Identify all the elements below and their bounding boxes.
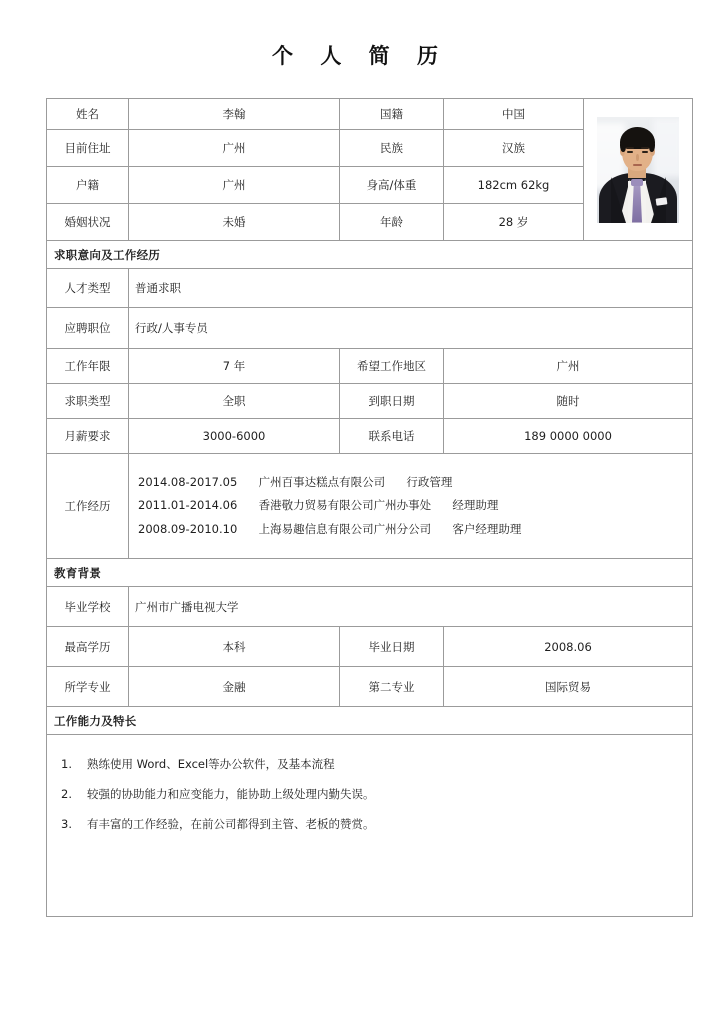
value-salary-expectation: 3000-6000 (129, 419, 340, 454)
value-name: 李翰 (129, 99, 340, 130)
table-row (47, 384, 693, 419)
label-major: 所学专业 (47, 667, 129, 707)
skill-number: 3. (61, 817, 72, 831)
label-highest-degree: 最高学历 (47, 627, 129, 667)
label-nationality: 国籍 (340, 99, 444, 130)
label-talent-type: 人才类型 (47, 269, 129, 308)
label-height-weight: 身高/体重 (340, 167, 444, 204)
experience-period: 2008.09-2010.10 (138, 521, 238, 536)
label-job-type: 求职类型 (47, 384, 129, 419)
table-row-skills (47, 735, 693, 917)
value-height-weight: 182cm 62kg (444, 167, 584, 204)
value-marital-status: 未婚 (129, 204, 340, 241)
value-nationality: 中国 (444, 99, 584, 130)
table-row-work-experience (47, 454, 693, 559)
list-item (57, 779, 682, 809)
experience-company: 香港敬力贸易有限公司广州办事处 (258, 498, 432, 513)
experience-item (138, 518, 683, 542)
label-position: 应聘职位 (47, 308, 129, 349)
value-phone: 189 0000 0000 (444, 419, 693, 454)
value-school: 广州市广播电视大学 (129, 587, 693, 627)
section-header-row-skills (47, 707, 693, 735)
experience-role: 经理助理 (452, 498, 499, 513)
value-position: 行政/人事专员 (129, 308, 693, 349)
label-graduation-date: 毕业日期 (340, 627, 444, 667)
value-ethnicity: 汉族 (444, 130, 584, 167)
label-preferred-location: 希望工作地区 (340, 349, 444, 384)
value-graduation-date: 2008.06 (444, 627, 693, 667)
label-second-major: 第二专业 (340, 667, 444, 707)
table-row (47, 587, 693, 627)
skill-number: 1. (61, 757, 72, 771)
table-row (47, 627, 693, 667)
experience-period: 2014.08-2017.05 (138, 474, 238, 489)
table-row (47, 308, 693, 349)
skill-number: 2. (61, 787, 72, 801)
list-item (57, 749, 682, 779)
value-work-experience (129, 454, 693, 559)
label-start-date: 到职日期 (340, 384, 444, 419)
table-row (47, 269, 693, 308)
experience-company: 广州百事达糕点有限公司 (258, 474, 386, 489)
section-header-skills: 工作能力及特长 (47, 707, 693, 735)
page-title: 个 人 简 历 (272, 44, 448, 68)
value-years-experience: 7 年 (129, 349, 340, 384)
label-name: 姓名 (47, 99, 129, 130)
table-row (47, 99, 693, 130)
label-work-experience: 工作经历 (47, 454, 129, 559)
value-preferred-location: 广州 (444, 349, 693, 384)
experience-period: 2011.01-2014.06 (138, 498, 238, 513)
value-second-major: 国际贸易 (444, 667, 693, 707)
value-household-registration: 广州 (129, 167, 340, 204)
experience-company: 上海易趣信息有限公司广州分公司 (258, 521, 432, 536)
label-age: 年龄 (340, 204, 444, 241)
skills-list (47, 735, 693, 917)
table-row (47, 349, 693, 384)
skill-text: 较强的协助能力和应变能力，能协助上级处理内勤失误。 (87, 787, 375, 801)
section-header-row-job (47, 241, 693, 269)
experience-role: 客户经理助理 (452, 521, 522, 536)
section-header-row-education (47, 559, 693, 587)
list-item (57, 809, 682, 839)
value-talent-type: 普通求职 (129, 269, 693, 308)
value-highest-degree: 本科 (129, 627, 340, 667)
label-school: 毕业学校 (47, 587, 129, 627)
table-row (47, 419, 693, 454)
label-salary-expectation: 月薪要求 (47, 419, 129, 454)
value-job-type: 全职 (129, 384, 340, 419)
skill-text: 有丰富的工作经验，在前公司都得到主管、老板的赞赏。 (87, 817, 375, 831)
label-phone: 联系电话 (340, 419, 444, 454)
table-row (47, 667, 693, 707)
experience-role: 行政管理 (406, 474, 453, 489)
value-major: 金融 (129, 667, 340, 707)
skill-text: 熟练使用 Word、Excel等办公软件，及基本流程 (87, 757, 335, 771)
label-years-experience: 工作年限 (47, 349, 129, 384)
profile-photo-icon (597, 117, 679, 223)
experience-item (138, 494, 683, 518)
photo-cell (584, 99, 693, 241)
value-age: 28 岁 (444, 204, 584, 241)
section-header-job: 求职意向及工作经历 (47, 241, 693, 269)
label-marital-status: 婚姻状况 (47, 204, 129, 241)
value-current-address: 广州 (129, 130, 340, 167)
value-start-date: 随时 (444, 384, 693, 419)
resume-table (46, 98, 693, 917)
section-header-education: 教育背景 (47, 559, 693, 587)
label-household-registration: 户籍 (47, 167, 129, 204)
experience-item (138, 471, 683, 495)
label-ethnicity: 民族 (340, 130, 444, 167)
label-current-address: 目前住址 (47, 130, 129, 167)
